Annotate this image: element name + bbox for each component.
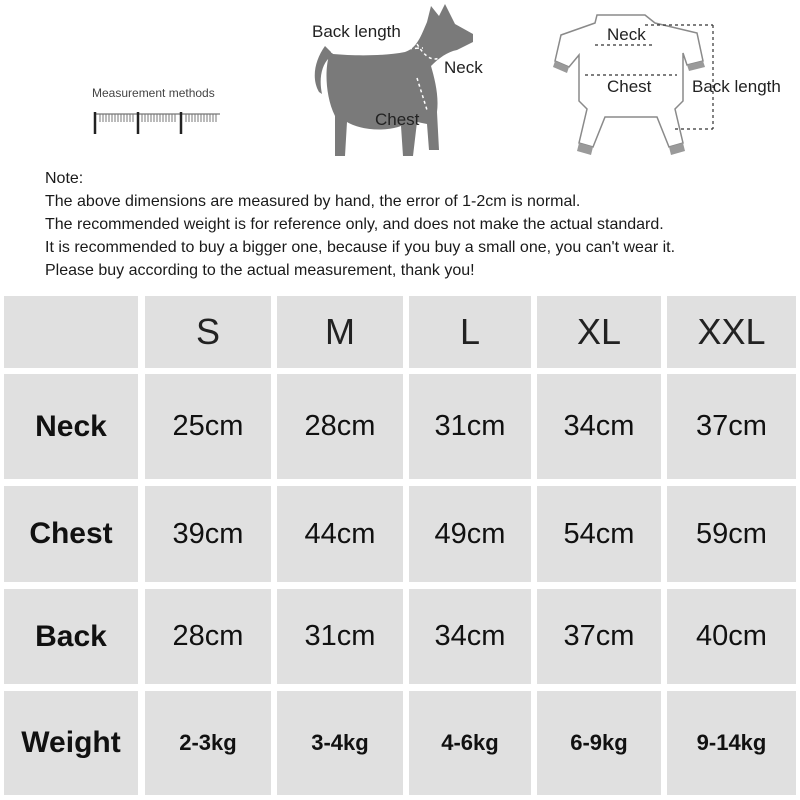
row-label-back: Back — [4, 589, 138, 684]
size-header-xl: XL — [537, 296, 661, 368]
size-header-l: L — [409, 296, 531, 368]
table-corner-cell — [4, 296, 138, 368]
clothing-back-length-label: Back length — [692, 77, 781, 96]
table-cell: 2-3kg — [145, 691, 271, 795]
table-cell: 3-4kg — [277, 691, 403, 795]
table-cell: 49cm — [409, 486, 531, 582]
table-cell: 28cm — [277, 374, 403, 479]
note-section — [45, 167, 795, 282]
dog-measurement-diagram — [305, 0, 505, 165]
table-cell: 28cm — [145, 589, 271, 684]
table-cell: 4-6kg — [409, 691, 531, 795]
table-cell: 37cm — [537, 589, 661, 684]
table-cell: 39cm — [145, 486, 271, 582]
table-cell: 54cm — [537, 486, 661, 582]
table-cell: 31cm — [409, 374, 531, 479]
table-cell: 34cm — [409, 589, 531, 684]
table-cell: 9-14kg — [667, 691, 796, 795]
dog-back-length-label: Back length — [312, 22, 401, 41]
note-title: Note: — [45, 170, 84, 187]
table-cell: 34cm — [537, 374, 661, 479]
table-cell: 6-9kg — [537, 691, 661, 795]
clothing-chest-label: Chest — [607, 77, 652, 96]
clothing-measurement-diagram — [545, 5, 795, 160]
size-header-m: M — [277, 296, 403, 368]
size-header-xxl: XXL — [667, 296, 796, 368]
size-table — [0, 292, 800, 800]
dog-neck-label: Neck — [444, 58, 483, 77]
ruler-icon — [92, 108, 222, 141]
note-line: The above dimensions are measured by hand, the error of 1-2cm is normal. — [45, 193, 581, 210]
clothing-neck-label: Neck — [607, 25, 646, 44]
row-label-chest: Chest — [4, 486, 138, 582]
table-cell: 44cm — [277, 486, 403, 582]
row-label-neck: Neck — [4, 374, 138, 479]
note-line: The recommended weight is for reference only, and does not make the actual standard. — [45, 216, 664, 233]
size-header-s: S — [145, 296, 271, 368]
table-cell: 31cm — [277, 589, 403, 684]
table-cell: 59cm — [667, 486, 796, 582]
row-label-weight: Weight — [4, 691, 138, 795]
note-line: It is recommended to buy a bigger one, because if you buy a small one, you can't wear it. — [45, 239, 676, 256]
measurement-methods-label: Measurement methods — [92, 86, 215, 100]
dog-chest-label: Chest — [375, 110, 420, 129]
note-line: Please buy according to the actual measurement, thank you! — [45, 262, 475, 279]
table-cell: 40cm — [667, 589, 796, 684]
table-cell: 25cm — [145, 374, 271, 479]
table-cell: 37cm — [667, 374, 796, 479]
